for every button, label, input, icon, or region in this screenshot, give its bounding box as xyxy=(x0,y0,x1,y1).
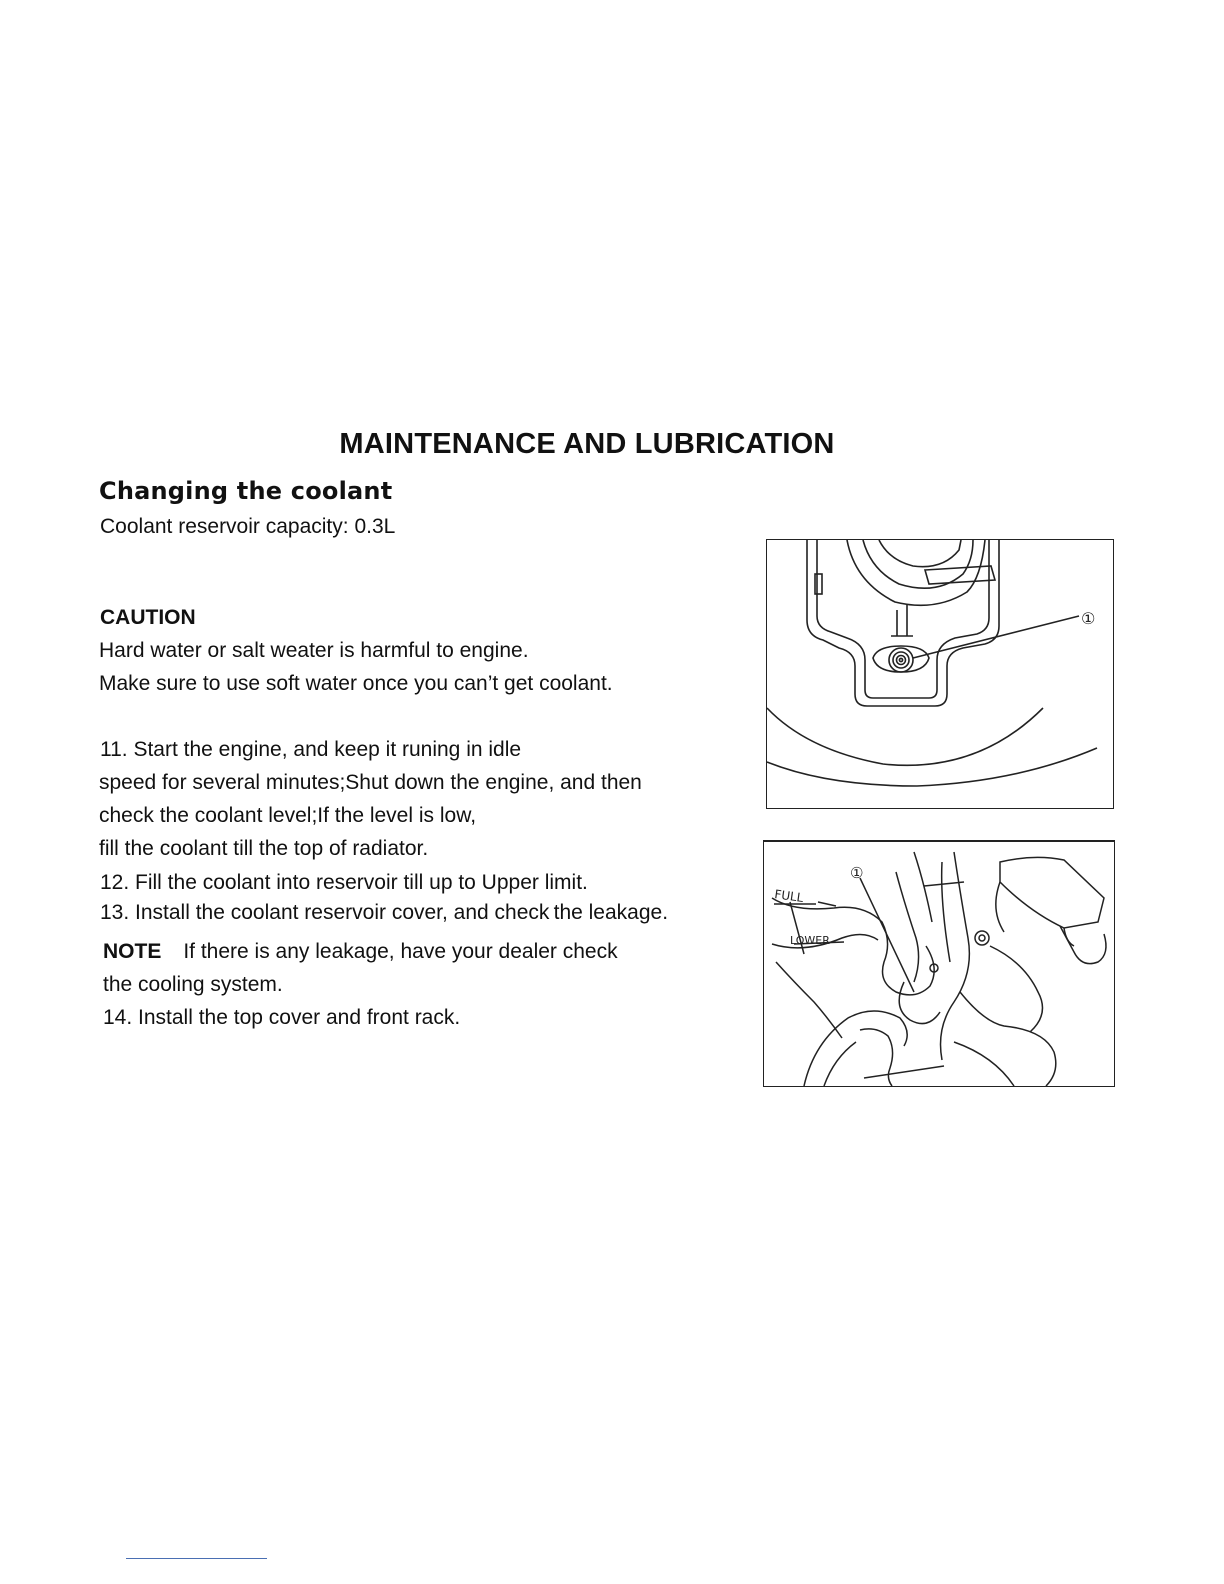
lower-label: LOWER xyxy=(790,934,830,947)
figure-reservoir-level xyxy=(763,840,1115,1087)
section-title: Changing the coolant xyxy=(99,477,393,505)
note-text: If there is any leakage, have your dealer check xyxy=(183,940,618,963)
figure-2-callout: ① xyxy=(850,864,864,882)
page-title: MAINTENANCE AND LUBRICATION xyxy=(339,428,835,460)
step-line-5: 12. Fill the coolant into reservoir till up to Upper limit. xyxy=(100,871,588,894)
capacity-text: Coolant reservoir capacity: 0.3L xyxy=(100,515,396,538)
reservoir-cap-illustration xyxy=(767,540,1113,808)
step-line-2: speed for several minutes;Shut down the engine, and then xyxy=(99,771,642,794)
step-14: 14. Install the top cover and front rack. xyxy=(103,1006,461,1029)
note-line-2: the cooling system. xyxy=(103,973,283,996)
note-label: NOTE xyxy=(103,940,162,963)
footer-rule xyxy=(126,1558,267,1559)
caution-label: CAUTION xyxy=(100,606,196,629)
step-line-1: 11. Start the engine, and keep it runing in idle xyxy=(100,738,522,761)
caution-line-2: Make sure to use soft water once you can’t get coolant. xyxy=(99,672,613,695)
step-line-6: 13. Install the coolant reservoir cover, and check the leakage. xyxy=(100,901,669,924)
full-label: FULL xyxy=(773,887,805,906)
note-line-1 xyxy=(103,940,618,964)
figure-reservoir-cap xyxy=(766,539,1114,809)
reservoir-level-illustration xyxy=(764,842,1114,1086)
figure-1-callout: ① xyxy=(1081,609,1096,628)
step-line-4: fill the coolant till the top of radiator. xyxy=(99,837,429,860)
step-line-3: check the coolant level;If the level is low, xyxy=(99,804,477,827)
caution-line-1: Hard water or salt weater is harmful to engine. xyxy=(99,639,529,662)
